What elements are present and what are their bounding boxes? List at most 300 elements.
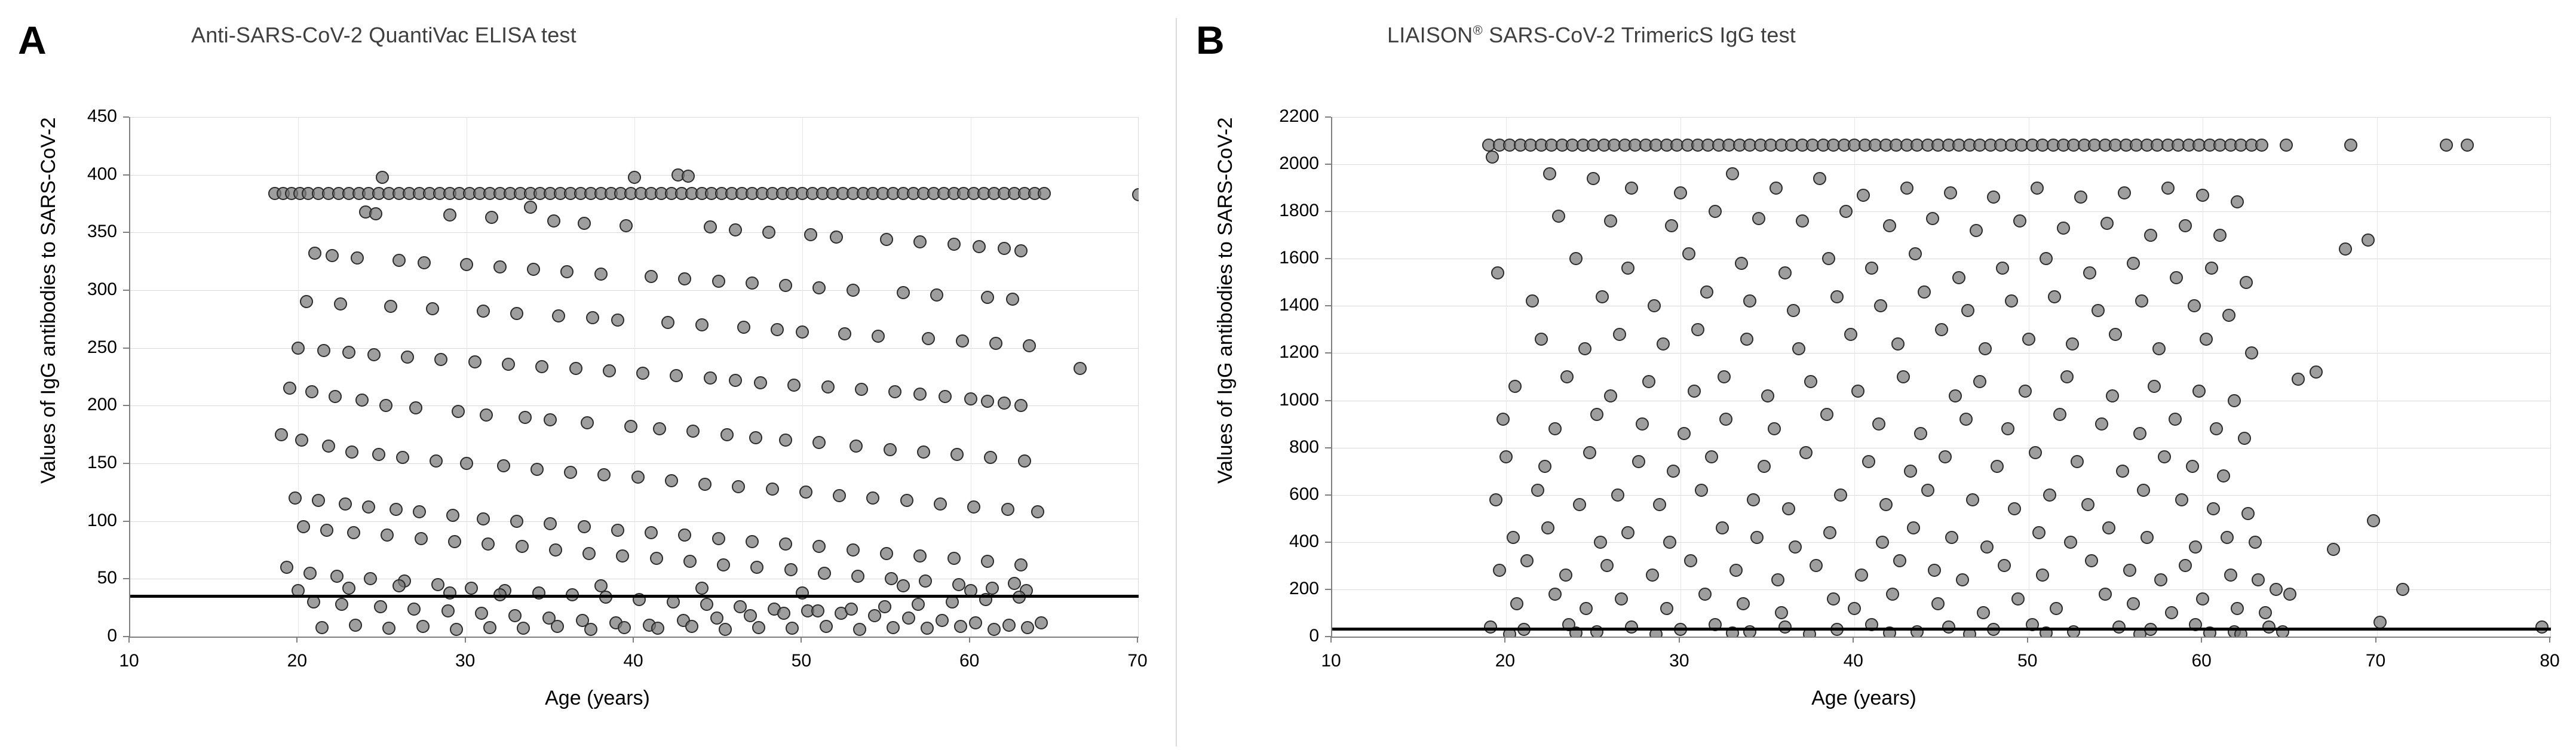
data-point xyxy=(1543,167,1556,180)
data-point xyxy=(2231,195,2244,208)
data-point xyxy=(586,311,599,324)
data-point xyxy=(872,330,885,343)
data-point xyxy=(443,208,456,222)
data-point xyxy=(2099,588,2112,601)
data-point xyxy=(784,563,798,576)
data-point xyxy=(998,242,1011,255)
y-axis-tick-label: 200 xyxy=(1289,578,1319,598)
data-point xyxy=(392,579,406,592)
y-axis-tick-mark xyxy=(1325,542,1331,543)
data-point xyxy=(275,428,288,441)
data-point xyxy=(820,620,833,633)
data-point xyxy=(1918,285,1931,299)
data-point xyxy=(921,622,934,635)
data-point xyxy=(1604,214,1617,228)
data-point xyxy=(1496,413,1510,426)
data-point xyxy=(1718,370,1731,383)
data-point xyxy=(315,621,329,634)
data-point xyxy=(1698,588,1712,601)
data-point xyxy=(426,302,439,315)
data-point xyxy=(2240,276,2253,289)
data-point xyxy=(460,457,473,470)
data-point xyxy=(372,448,385,461)
panel-a-ylabel: Values of IgG antibodies to SARS-CoV-2 xyxy=(37,117,60,484)
data-point xyxy=(1914,427,1927,440)
x-axis-tick-mark xyxy=(128,637,130,643)
data-point xyxy=(390,503,403,516)
data-point xyxy=(2071,455,2084,468)
data-point xyxy=(535,360,548,373)
data-point xyxy=(1590,408,1603,421)
data-point xyxy=(312,494,325,507)
data-point xyxy=(317,344,330,357)
data-point xyxy=(335,598,348,611)
x-axis-tick-mark xyxy=(465,637,466,643)
data-point xyxy=(936,614,949,627)
y-axis-tick-mark xyxy=(123,405,129,406)
data-point xyxy=(2102,521,2115,534)
data-point xyxy=(1998,559,2011,572)
data-point xyxy=(1653,498,1666,511)
data-point xyxy=(880,233,893,246)
y-axis-tick-mark xyxy=(123,578,129,579)
panel-a xyxy=(0,0,1176,756)
data-point xyxy=(746,535,759,548)
data-point xyxy=(1611,488,1624,502)
data-point xyxy=(885,572,898,585)
data-point xyxy=(2161,182,2175,195)
data-point xyxy=(1926,212,1939,225)
data-point xyxy=(362,500,375,514)
data-point xyxy=(678,528,691,542)
data-point xyxy=(547,214,560,228)
data-point xyxy=(2133,427,2146,440)
y-gridline xyxy=(1332,589,2551,590)
data-point xyxy=(2170,271,2183,284)
data-point xyxy=(1002,619,1016,632)
data-point xyxy=(1499,450,1513,463)
x-axis-tick-mark xyxy=(2027,637,2028,643)
data-point xyxy=(1691,323,1704,336)
panel-a-title: Anti-SARS-CoV-2 QuantiVac ELISA test xyxy=(191,23,576,47)
data-point xyxy=(917,445,930,459)
data-point xyxy=(549,543,562,557)
data-point xyxy=(880,547,893,560)
data-point xyxy=(897,286,910,299)
data-point xyxy=(396,451,409,464)
data-point xyxy=(1132,188,1139,201)
data-point xyxy=(483,621,496,634)
data-point xyxy=(1879,498,1893,511)
panel-b-plot-area xyxy=(1331,117,2551,638)
data-point xyxy=(1678,427,1691,440)
data-point xyxy=(988,623,1001,636)
data-point xyxy=(950,448,964,461)
data-point xyxy=(1876,536,1889,549)
y-gridline xyxy=(1332,117,2551,118)
data-point xyxy=(409,401,422,414)
data-point xyxy=(569,362,582,375)
data-point xyxy=(1684,554,1697,567)
data-point xyxy=(930,288,943,302)
data-point xyxy=(1959,413,1973,426)
data-point xyxy=(939,390,952,403)
data-point xyxy=(519,411,532,424)
data-point xyxy=(1688,385,1701,398)
data-point xyxy=(1552,210,1565,223)
data-point xyxy=(1667,465,1680,478)
data-point xyxy=(866,491,879,505)
data-point xyxy=(480,408,493,422)
x-gridline xyxy=(1854,117,1855,637)
data-point xyxy=(292,342,305,355)
data-point xyxy=(2140,531,2154,544)
data-point xyxy=(2066,337,2079,351)
data-point xyxy=(1796,214,1809,228)
data-point xyxy=(1674,186,1687,199)
data-point xyxy=(744,609,757,622)
data-point xyxy=(952,578,965,591)
data-point xyxy=(2270,583,2283,596)
data-point xyxy=(415,532,428,545)
data-point xyxy=(704,371,717,385)
data-point xyxy=(1613,328,1626,341)
data-point xyxy=(2217,469,2230,483)
data-point xyxy=(833,489,846,502)
data-point xyxy=(1740,333,1753,346)
data-point xyxy=(1973,375,1986,388)
data-point xyxy=(1820,408,1833,421)
x-axis-tick-label: 30 xyxy=(455,651,476,671)
data-point xyxy=(1921,484,1934,497)
data-point xyxy=(804,228,817,241)
y-axis-tick-label: 450 xyxy=(87,106,117,126)
data-point xyxy=(1928,564,1941,577)
data-point xyxy=(1569,252,1583,265)
data-point xyxy=(1625,182,1638,195)
y-axis-tick-label: 600 xyxy=(1289,484,1319,504)
data-point xyxy=(342,582,355,595)
data-point xyxy=(720,428,734,441)
data-point xyxy=(1006,293,1019,306)
data-point xyxy=(2367,514,2380,527)
data-point xyxy=(729,374,742,387)
data-point xyxy=(1642,375,1655,388)
y-axis-tick-label: 1400 xyxy=(1279,295,1319,315)
data-point xyxy=(485,211,498,224)
y-axis-tick-mark xyxy=(1325,116,1331,118)
data-point xyxy=(493,260,507,273)
x-axis-tick-label: 20 xyxy=(1495,651,1516,671)
x-axis-tick-mark xyxy=(296,637,298,643)
data-point xyxy=(2011,592,2025,606)
data-point xyxy=(379,399,392,412)
data-point xyxy=(1792,342,1805,355)
data-point xyxy=(1014,399,1028,412)
data-point xyxy=(510,515,523,528)
data-point xyxy=(1535,333,1548,346)
y-gridline xyxy=(1332,211,2551,212)
data-point xyxy=(981,555,994,568)
data-point xyxy=(1770,182,1783,195)
data-point xyxy=(2339,242,2352,256)
data-point xyxy=(482,537,495,551)
data-point xyxy=(811,604,824,617)
registered-trademark-icon: ® xyxy=(1473,23,1483,38)
data-point xyxy=(2100,217,2114,230)
data-point xyxy=(2123,564,2136,577)
data-point xyxy=(1735,257,1748,270)
y-axis-tick-label: 150 xyxy=(87,453,117,472)
data-point xyxy=(1970,224,1983,237)
data-point xyxy=(2127,257,2140,270)
data-point xyxy=(1001,503,1014,516)
data-point xyxy=(821,380,835,394)
data-point xyxy=(645,526,658,539)
data-point xyxy=(1541,521,1554,534)
data-point xyxy=(1636,417,1649,431)
data-point xyxy=(1531,484,1544,497)
data-point xyxy=(737,321,750,334)
data-point xyxy=(845,603,858,616)
data-point xyxy=(578,217,591,230)
y-axis-tick-label: 0 xyxy=(107,626,117,646)
data-point xyxy=(1705,450,1718,463)
data-point xyxy=(1787,304,1800,317)
data-point xyxy=(384,300,397,313)
x-axis-tick-mark xyxy=(1330,637,1332,643)
data-point xyxy=(1893,554,1906,567)
data-point xyxy=(661,316,674,329)
data-point xyxy=(280,561,293,574)
data-point xyxy=(2283,588,2296,601)
x-axis-tick-label: 10 xyxy=(119,651,139,671)
data-point xyxy=(2221,531,2234,544)
data-point xyxy=(746,276,759,290)
data-point xyxy=(986,582,999,595)
data-point xyxy=(1977,606,1990,619)
data-point xyxy=(2031,182,2044,195)
data-point xyxy=(2158,450,2171,463)
data-point xyxy=(2116,465,2129,478)
data-point xyxy=(2231,602,2244,615)
data-point xyxy=(2118,186,2131,199)
y-axis-tick-mark xyxy=(123,348,129,349)
data-point xyxy=(2057,222,2070,235)
y-axis-tick-mark xyxy=(1325,400,1331,401)
data-point xyxy=(351,251,364,265)
data-point xyxy=(564,466,577,479)
data-point xyxy=(2205,262,2218,275)
data-point xyxy=(1949,389,1962,402)
data-point xyxy=(913,388,927,401)
data-point xyxy=(2461,139,2474,152)
data-point xyxy=(381,528,394,542)
y-axis-tick-mark xyxy=(1325,447,1331,448)
data-point xyxy=(413,505,426,518)
data-point xyxy=(779,434,792,447)
data-point xyxy=(374,600,387,613)
data-point xyxy=(710,611,723,625)
y-axis-tick-mark xyxy=(1325,494,1331,496)
data-point xyxy=(2245,346,2258,359)
data-point xyxy=(1648,299,1661,312)
data-point xyxy=(1750,531,1764,544)
data-point xyxy=(2327,543,2340,556)
x-axis-tick-label: 70 xyxy=(2365,651,2386,671)
data-point xyxy=(812,540,826,553)
data-point xyxy=(465,582,478,595)
data-point xyxy=(851,570,864,583)
data-point xyxy=(1935,323,1948,336)
x-axis-tick-label: 50 xyxy=(2017,651,2038,671)
data-point xyxy=(1855,568,1868,582)
data-point xyxy=(732,480,745,493)
x-axis-tick-label: 70 xyxy=(1127,651,1148,671)
data-point xyxy=(749,431,762,444)
data-point xyxy=(812,436,826,449)
data-point xyxy=(524,201,537,214)
data-point xyxy=(1548,422,1562,435)
data-point xyxy=(2083,266,2096,279)
data-point xyxy=(2152,342,2166,355)
data-point xyxy=(516,540,529,553)
data-point xyxy=(1008,577,1021,590)
data-point xyxy=(998,397,1011,410)
data-point xyxy=(1615,592,1628,606)
data-point xyxy=(1886,588,1899,601)
data-point xyxy=(934,497,947,511)
y-axis-tick-label: 1200 xyxy=(1279,342,1319,362)
y-axis-tick-label: 350 xyxy=(87,222,117,242)
data-point xyxy=(1900,182,1913,195)
data-point xyxy=(2241,507,2255,520)
y-axis-tick-mark xyxy=(1325,211,1331,212)
data-point xyxy=(349,619,362,632)
data-point xyxy=(1660,602,1673,615)
data-point xyxy=(2001,422,2014,435)
data-point xyxy=(1931,597,1945,610)
data-point xyxy=(2005,294,2018,308)
data-point xyxy=(729,223,742,236)
data-point xyxy=(1752,212,1765,225)
data-point xyxy=(530,463,544,476)
data-point xyxy=(452,405,465,418)
data-point xyxy=(2165,606,2178,619)
y-axis-tick-mark xyxy=(1325,305,1331,306)
data-point xyxy=(1520,554,1534,567)
data-point xyxy=(2029,446,2042,459)
data-point xyxy=(2196,189,2209,202)
data-point xyxy=(364,572,377,585)
data-point xyxy=(2344,139,2357,152)
x-axis-tick-mark xyxy=(801,637,802,643)
data-point xyxy=(2040,252,2053,265)
y-axis-tick-mark xyxy=(123,116,129,118)
data-point xyxy=(1038,187,1051,200)
data-point xyxy=(2259,606,2272,619)
x-axis-tick-label: 80 xyxy=(2540,651,2560,671)
data-point xyxy=(683,555,697,568)
x-axis-tick-mark xyxy=(969,637,970,643)
data-point xyxy=(1716,521,1729,534)
data-point xyxy=(2188,299,2201,312)
data-point xyxy=(645,270,658,283)
data-point xyxy=(552,309,565,322)
data-point xyxy=(779,537,792,551)
data-point xyxy=(594,268,608,281)
data-point xyxy=(1872,417,1885,431)
data-point xyxy=(1031,505,1044,518)
data-point xyxy=(989,337,1002,350)
y-axis-tick-label: 1000 xyxy=(1279,389,1319,410)
data-point xyxy=(342,346,355,359)
data-point xyxy=(497,459,510,472)
data-point xyxy=(2050,602,2063,615)
data-point xyxy=(1897,370,1910,383)
data-point xyxy=(1559,568,1572,582)
data-point xyxy=(2252,573,2265,586)
data-point xyxy=(407,603,421,616)
data-point xyxy=(1493,564,1506,577)
panel-b-title xyxy=(1387,23,1796,48)
data-point xyxy=(981,395,994,408)
data-point xyxy=(1956,573,1969,586)
data-point xyxy=(1952,271,1965,284)
data-point xyxy=(581,416,594,429)
data-point xyxy=(2440,139,2453,152)
data-point xyxy=(289,491,302,505)
data-point xyxy=(1560,370,1574,383)
y-axis-tick-label: 800 xyxy=(1289,437,1319,457)
data-point xyxy=(1486,150,1499,164)
y-axis-tick-label: 2000 xyxy=(1279,153,1319,174)
data-point xyxy=(297,520,310,533)
data-point xyxy=(1844,328,1857,341)
data-point xyxy=(670,369,683,382)
data-point xyxy=(326,249,339,262)
x-axis-tick-mark xyxy=(1679,637,1680,643)
x-axis-tick-label: 40 xyxy=(1843,651,1863,671)
data-point xyxy=(544,517,557,530)
x-axis-tick-label: 60 xyxy=(959,651,980,671)
y-axis-tick-label: 1600 xyxy=(1279,248,1319,268)
y-axis-tick-mark xyxy=(123,174,129,176)
data-point xyxy=(305,385,318,398)
data-point xyxy=(320,524,333,537)
y-axis-tick-mark xyxy=(123,232,129,233)
data-point xyxy=(698,478,712,491)
data-point xyxy=(665,474,678,487)
data-point xyxy=(981,291,994,304)
data-point xyxy=(477,512,490,525)
data-point xyxy=(2175,493,2188,506)
data-point xyxy=(624,420,637,433)
data-point xyxy=(620,219,633,232)
data-point xyxy=(2228,394,2241,407)
data-point xyxy=(787,379,801,392)
data-point xyxy=(2213,229,2227,242)
data-point xyxy=(1944,186,1957,199)
data-point xyxy=(1014,244,1028,257)
data-point xyxy=(1789,540,1802,554)
data-point xyxy=(777,607,790,620)
data-point xyxy=(887,621,900,634)
y-axis-tick-label: 400 xyxy=(1289,531,1319,551)
data-point xyxy=(2048,290,2061,303)
data-point xyxy=(551,620,564,633)
panel-b-xlabel: Age (years) xyxy=(1811,687,1916,709)
